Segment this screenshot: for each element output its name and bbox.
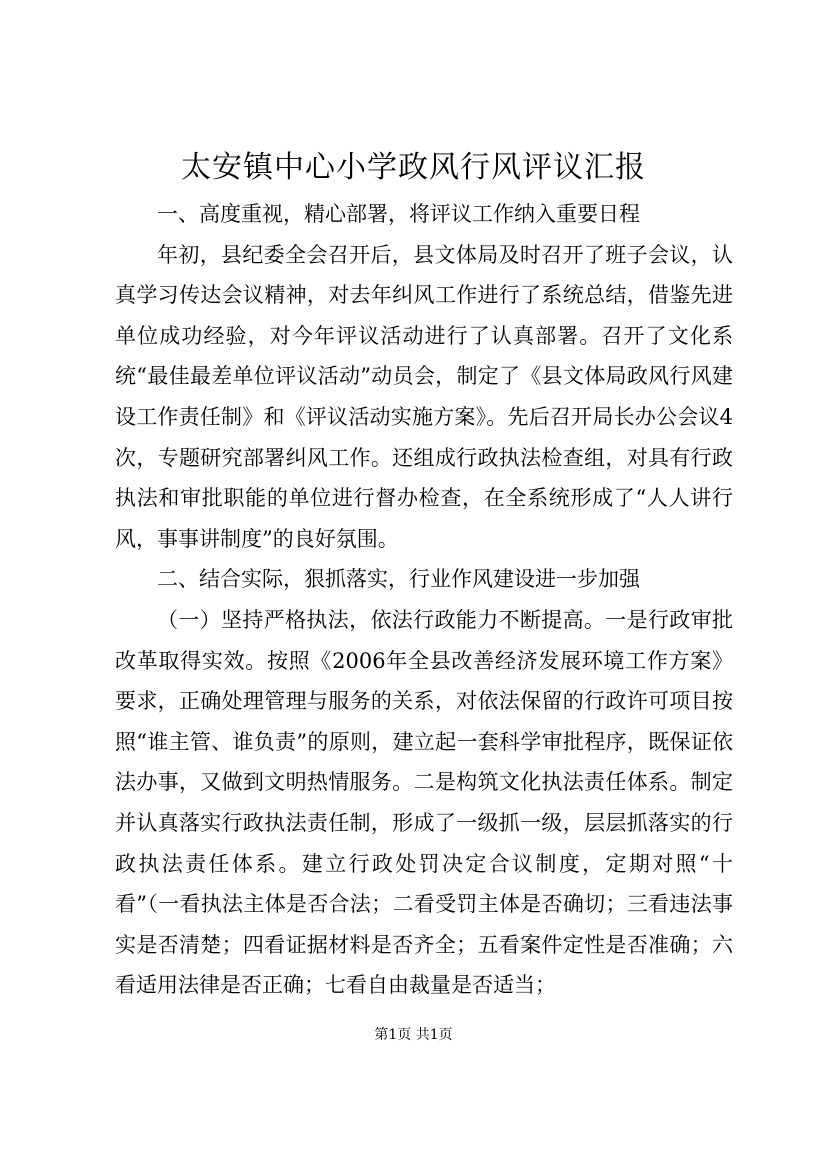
document-title: 太安镇中心小学政风行风评议汇报 xyxy=(181,150,646,185)
section-heading-2: 二、结合实际，狠抓落实，行业作风建设进一步加强 xyxy=(157,567,640,592)
section-heading-1: 一、高度重视，精心部署，将评议工作纳入重要日程 xyxy=(157,202,640,226)
page-footer: 第1页 共1页 xyxy=(374,1027,453,1043)
document-body xyxy=(115,194,733,1006)
body-paragraph-2: （一）坚持严格执法，依法行政能力不断提高。一是行政审批改革取得实效。按照《2006年全县改善经济发展环境工作方案》要求，正确处理管理与服务的关系，对依法保留的行政许可项目按照“谁主管、谁负责”的原则，建立起一套科学审批程序，既保证依法办事，又做到文明热情服务。二是构筑文化执法责任体系。制定并认真落实行政执法责任制，形成了一级抓一级，层层抓落实的行政执法责任体系。建立行政处罚决定合议制度，定期对照“十看”（一看执法主体是否合法；二看受罚主体是否确切；三看违法事实是否清楚；四看证据材料是否齐全；五看案件定性是否准确；六看适用法律是否正确；七看自由裁量是否适当； xyxy=(115,607,733,998)
body-paragraph-1: 年初，县纪委全会召开后，县文体局及时召开了班子会议，认真学习传达会议精神，对去年纠风工作进行了系统总结，借鉴先进单位成功经验，对今年评议活动进行了认真部署。召开了文化系统“最佳最差单位评议活动”动员会，制定了《县文体局政风行风建设工作责任制》和《评议活动实施方案》。先后召开局长办公会议4次，专题研究部署纠风工作。还组成行政执法检查组，对具有行政执法和审批职能的单位进行督办检查，在全系统形成了“人人讲行风，事事讲制度”的良好氛围。 xyxy=(115,242,733,551)
